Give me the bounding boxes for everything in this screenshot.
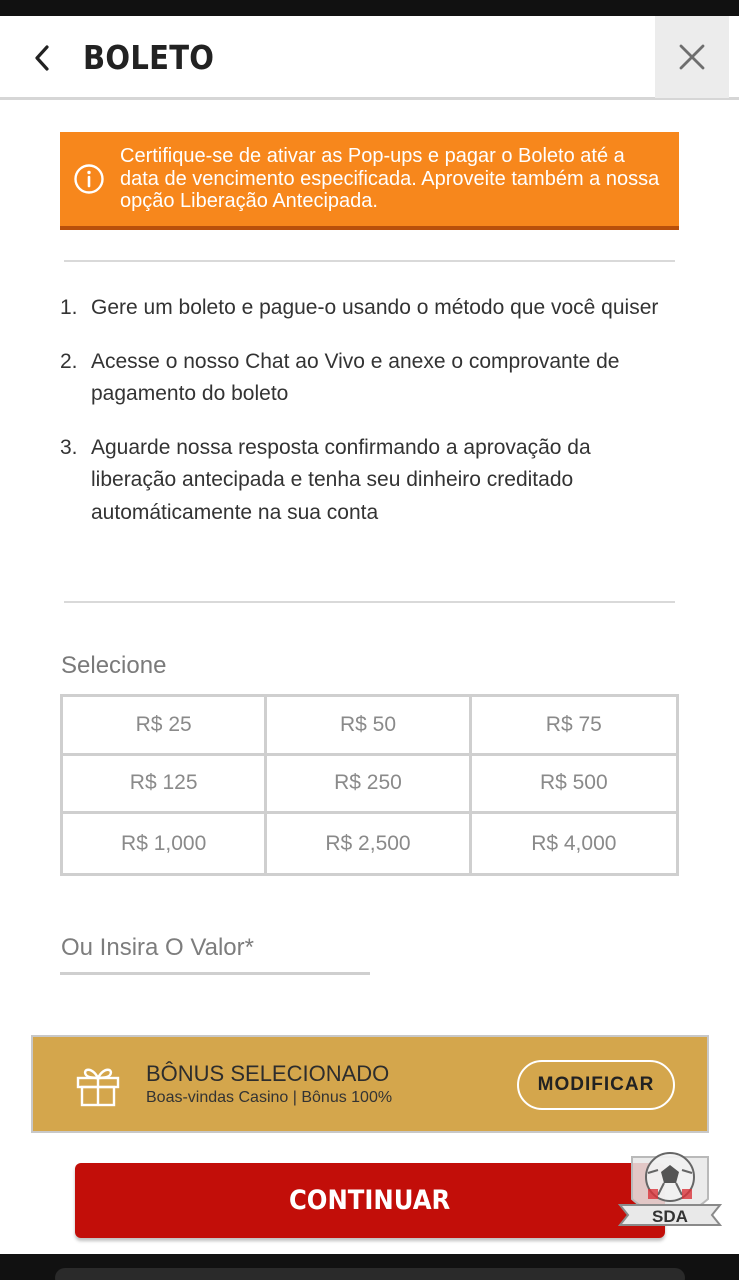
close-button[interactable] <box>655 16 729 98</box>
step-number: 2. <box>60 349 78 373</box>
amount-option[interactable]: R$ 4,000 <box>472 814 676 873</box>
chevron-left-icon <box>32 44 52 72</box>
bonus-title: BÔNUS SELECIONADO <box>146 1061 390 1086</box>
divider <box>64 601 675 603</box>
amount-option[interactable]: R$ 1,000 <box>63 814 267 873</box>
status-bar <box>0 0 739 16</box>
close-icon <box>679 44 705 70</box>
step-text: Acesse o nosso Chat ao Vivo e anexe o comprovante de pagamento do boleto <box>91 349 620 405</box>
watermark-text: SDA <box>652 1207 688 1226</box>
amount-option[interactable]: R$ 50 <box>267 697 471 756</box>
amount-option[interactable]: R$ 500 <box>472 756 676 815</box>
modify-bonus-button[interactable]: MODIFICAR <box>517 1060 675 1110</box>
step-item <box>60 432 680 530</box>
divider <box>64 260 675 262</box>
amount-option[interactable]: R$ 75 <box>472 697 676 756</box>
bonus-subtitle: Boas-vindas Casino | Bônus 100% <box>146 1089 393 1106</box>
step-text: Aguarde nossa resposta confirmando a aprovação da liberação antecipada e tenha seu dinheiro creditado automáticamente na sua conta <box>91 435 591 524</box>
popup-notice-banner <box>60 132 679 230</box>
continue-button[interactable] <box>75 1163 665 1238</box>
step-number: 1. <box>60 296 78 319</box>
instruction-steps <box>60 292 680 550</box>
sda-watermark-logo <box>618 1143 722 1235</box>
step-text: Gere um boleto e pague-o usando o método que você quiser <box>91 296 659 319</box>
info-icon <box>73 163 105 195</box>
amount-select-label: Selecione <box>61 652 167 679</box>
gift-icon <box>74 1061 122 1109</box>
header <box>0 16 739 100</box>
page-title: BOLETO <box>83 38 215 77</box>
selected-bonus-panel <box>31 1035 709 1133</box>
continue-button-label: CONTINUAR <box>289 1185 451 1216</box>
amount-option[interactable]: R$ 2,500 <box>267 814 471 873</box>
notice-text: Certifique-se de ativar as Pop-ups e pagar o Boleto até a data de vencimento especificada. Aproveite também a nossa opção Liberação Antecipada. <box>120 145 660 213</box>
amount-option[interactable]: R$ 25 <box>63 697 267 756</box>
step-item <box>60 292 680 325</box>
amount-option[interactable]: R$ 250 <box>267 756 471 815</box>
back-button[interactable] <box>24 38 60 78</box>
custom-amount-input[interactable] <box>60 924 370 975</box>
step-item <box>60 346 680 411</box>
amount-options-grid <box>60 694 679 876</box>
amount-option[interactable]: R$ 125 <box>63 756 267 815</box>
gesture-bar <box>55 1268 685 1280</box>
step-number: 3. <box>60 435 78 459</box>
system-navigation-bar <box>0 1254 739 1280</box>
